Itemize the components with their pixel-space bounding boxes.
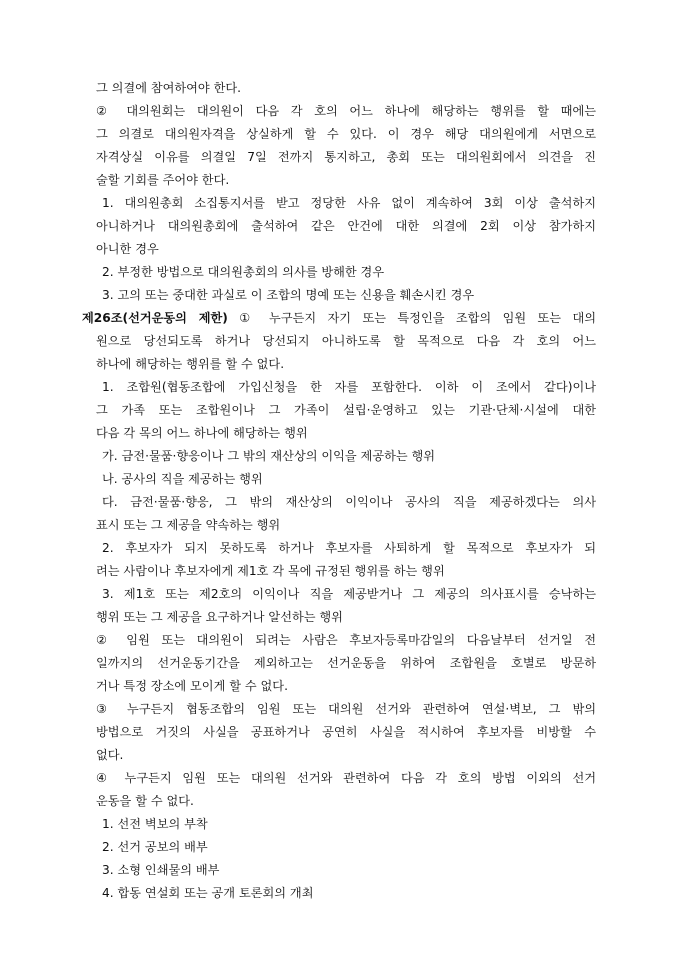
text-line: 일까지의 선거운동기간을 제외하고는 선거운동을 위하여 조합원을 호별로 방문하 [96, 656, 596, 670]
text-line: 려는 사람이나 후보자에게 제1호 각 목에 규정된 행위를 하는 행위 [96, 564, 445, 578]
text-line: 2. 후보자가 되지 못하도록 하거나 후보자를 사퇴하게 할 목적으로 후보자가 되 [102, 541, 596, 555]
text-line: 그 의결에 참여하여야 한다. [96, 81, 242, 95]
article-text: ① 누구든지 자기 또는 특정인을 조합의 임원 또는 대의 [227, 311, 596, 325]
text-line: ② 대의원회는 대의원이 다음 각 호의 어느 하나에 해당하는 행위를 할 때에는 [96, 104, 596, 118]
text-line: 다. 금전·물품·향응, 그 밖의 재산상의 이익이나 공사의 직을 제공하겠다는 의사 [102, 495, 596, 509]
text-line: 원으로 당선되도록 하거나 당선되지 아니하도록 할 목적으로 다음 각 호의 어느 [96, 334, 596, 348]
text-line: 술할 기회를 주어야 한다. [96, 173, 230, 187]
text-line: ② 임원 또는 대의원이 되려는 사람은 후보자등록마감일의 다음날부터 선거일 전 [96, 633, 596, 647]
text-line: 하나에 해당하는 행위를 할 수 없다. [96, 357, 285, 371]
text-line: 거나 특정 장소에 모이게 할 수 없다. [96, 679, 288, 693]
text-line: 표시 또는 그 제공을 약속하는 행위 [96, 518, 281, 532]
text-line: 아니한 경우 [96, 242, 159, 256]
text-line: 3. 고의 또는 중대한 과실로 이 조합의 명예 또는 신용을 훼손시킨 경우 [102, 288, 475, 302]
text-line: ③ 누구든지 협동조합의 임원 또는 대의원 선거와 관련하여 연설·벽보, 그 밖의 [96, 702, 596, 716]
text-line: 아니하거나 대의원총회에 출석하여 같은 안건에 대한 의결에 2회 이상 참가하지 [96, 219, 596, 233]
text-line: ④ 누구든지 임원 또는 대의원 선거와 관련하여 다음 각 호의 방법 이외의 선거 [96, 771, 596, 785]
text-line: 다음 각 목의 어느 하나에 해당하는 행위 [96, 426, 308, 440]
text-line: 2. 부정한 방법으로 대의원총회의 의사를 방해한 경우 [102, 265, 385, 279]
article-heading-line [82, 309, 596, 327]
text-line: 자격상실 이유를 의결일 7일 전까지 통지하고, 총회 또는 대의원회에서 의견을 진 [96, 150, 596, 164]
text-line: 행위 또는 그 제공을 요구하거나 알선하는 행위 [96, 610, 343, 624]
text-line: 가. 금전·물품·향응이나 그 밖의 재산상의 이익을 제공하는 행위 [102, 449, 436, 463]
text-line: 그 가족 또는 조합원이나 그 가족이 설립·운영하고 있는 기관·단체·시설에 대한 [96, 403, 596, 417]
text-line: 1. 조합원(협동조합에 가입신청을 한 자를 포함한다. 이하 이 조에서 같다)이나 [102, 380, 596, 394]
text-line: 1. 대의원총회 소집통지서를 받고 정당한 사유 없이 계속하여 3회 이상 출석하지 [102, 196, 596, 210]
text-line: 방법으로 거짓의 사실을 공표하거나 공연히 사실을 적시하여 후보자를 비방할 수 [96, 725, 596, 739]
text-line: 3. 제1호 또는 제2호의 이익이나 직을 제공받거나 그 제공의 의사표시를 승낙하는 [102, 587, 596, 601]
text-line: 2. 선거 공보의 배부 [102, 840, 208, 854]
text-line: 나. 공사의 직을 제공하는 행위 [102, 472, 263, 486]
article-title: 제26조(선거운동의 제한) [82, 311, 228, 325]
text-line: 그 의결로 대의원자격을 상실하게 할 수 있다. 이 경우 해당 대의원에게 서면으로 [96, 127, 596, 141]
text-line: 3. 소형 인쇄물의 배부 [102, 863, 220, 877]
text-line: 1. 선전 벽보의 부착 [102, 817, 208, 831]
text-line: 운동을 할 수 없다. [96, 794, 194, 808]
text-line: 4. 합동 연설회 또는 공개 토론회의 개최 [102, 886, 314, 900]
text-line: 없다. [96, 748, 124, 762]
